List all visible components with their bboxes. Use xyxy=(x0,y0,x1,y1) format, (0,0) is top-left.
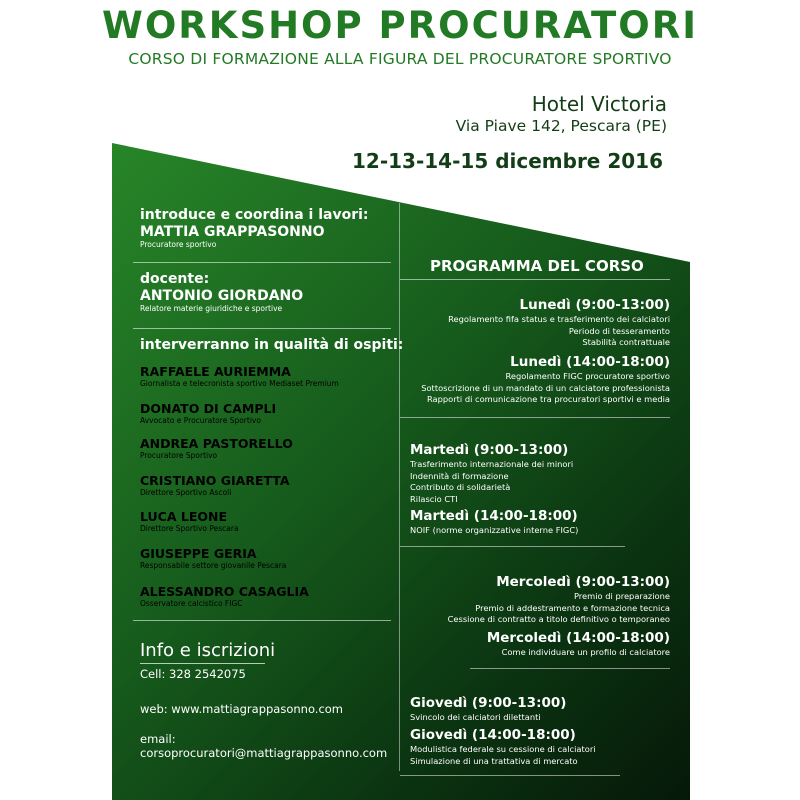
guest-item xyxy=(140,547,286,570)
program-heading: Martedì (9:00-13:00) xyxy=(410,442,569,458)
program-item: Rilascio CTI xyxy=(410,493,458,504)
program-item: Stabilità contrattuale xyxy=(582,337,670,347)
program-block xyxy=(448,297,670,349)
program-block xyxy=(487,630,670,659)
program-item: Periodo di tesseramento xyxy=(568,325,670,336)
divider xyxy=(470,668,670,669)
guest-name: RAFFAELE AURIEMMA xyxy=(140,364,291,379)
teacher-name: ANTONIO GIORDANO xyxy=(140,288,304,304)
program-item: Cessione di contratto a titolo definitivo o temporaneo xyxy=(447,614,670,624)
program-item: Regolamento fifa status e trasferimento dei calciatori xyxy=(448,314,670,324)
guest-item xyxy=(140,365,339,388)
guest-name: ANDREA PASTORELLO xyxy=(140,436,293,451)
program-heading: Mercoledì (9:00-13:00) xyxy=(496,574,670,590)
guest-item xyxy=(140,402,276,425)
divider xyxy=(133,620,391,621)
divider xyxy=(400,279,670,280)
program-heading: Giovedì (14:00-18:00) xyxy=(410,727,576,743)
venue xyxy=(456,92,667,136)
teacher-label: docente: xyxy=(140,271,210,287)
guest-name: ALESSANDRO CASAGLIA xyxy=(140,584,309,599)
program-heading: Martedì (14:00-18:00) xyxy=(410,508,578,524)
program-block xyxy=(448,574,670,626)
program-heading: Mercoledì (14:00-18:00) xyxy=(486,630,670,646)
program-heading: Lunedì (9:00-13:00) xyxy=(519,297,670,313)
guest-role: Responsabile settore giovanile Pescara xyxy=(140,561,287,570)
program-item: Sottoscrizione di un mandato di un calciatore professionista xyxy=(421,382,670,393)
program-title: PROGRAMMA DEL CORSO xyxy=(430,257,644,275)
teacher-role: Relatore materie giuridiche e sportive xyxy=(140,304,283,313)
guests-label: interverranno in qualità di ospiti: xyxy=(140,337,404,353)
poster-subtitle: CORSO DI FORMAZIONE ALLA FIGURA DEL PROCURATORE SPORTIVO xyxy=(128,50,672,68)
coordinator-role: Procuratore sportivo xyxy=(140,240,217,249)
hotel-name: Hotel Victoria xyxy=(531,92,667,116)
column-divider xyxy=(399,203,400,771)
guest-role: Direttore Sportivo Ascoli xyxy=(140,488,232,497)
program-item: Come individuare un profilo di calciatore xyxy=(501,647,670,657)
program-block xyxy=(421,354,670,406)
program-block xyxy=(410,695,566,724)
info-email[interactable]: corsoprocuratori@mattiagrappasonno.com xyxy=(140,746,388,760)
guest-item xyxy=(140,437,293,460)
divider xyxy=(400,546,625,547)
guest-item xyxy=(140,510,239,533)
divider xyxy=(133,328,391,329)
coordinator-section xyxy=(140,207,400,249)
program-item: Svincolo dei calciatori dilettanti xyxy=(410,712,541,722)
guest-name: CRISTIANO GIARETTA xyxy=(140,473,290,488)
guest-name: DONATO DI CAMPLI xyxy=(140,401,277,416)
divider xyxy=(400,775,620,776)
program-item: NOIF (norme organizzative interne FIGC) xyxy=(410,525,579,535)
coordinator-name: MATTIA GRAPPASONNO xyxy=(140,224,325,240)
program-item: Regolamento FIGC procuratore sportivo xyxy=(505,371,670,381)
coordinator-label: introduce e coordina i lavori: xyxy=(140,207,369,223)
guest-item xyxy=(140,474,290,497)
program-item: Contributo di solidarietà xyxy=(410,482,511,492)
poster-title: WORKSHOP PROCURATORI xyxy=(102,4,698,47)
guest-name: GIUSEPPE GERIA xyxy=(140,546,257,561)
program-item: Trasferimento internazionale dei minori xyxy=(410,459,574,469)
divider xyxy=(133,262,391,263)
program-item: Indennità di formazione xyxy=(410,470,509,481)
guest-role: Direttore Sportivo Pescara xyxy=(140,524,239,533)
guest-role: Procuratore Sportivo xyxy=(140,451,218,460)
guest-name: LUCA LEONE xyxy=(140,509,227,524)
program-item: Rapporti di comunicazione tra procuratori sportivi e media xyxy=(426,394,670,404)
event-dates: 12-13-14-15 dicembre 2016 xyxy=(352,149,663,173)
guest-role: Giornalista e telecronista sportivo Mediaset Premium xyxy=(140,379,339,388)
program-heading: Giovedì (9:00-13:00) xyxy=(410,695,567,711)
program-item: Modulistica federale su cessione di calciatori xyxy=(410,744,596,754)
info-title: Info e iscrizioni xyxy=(140,640,276,661)
info-email-label: email: xyxy=(140,732,176,746)
guest-role: Osservatore calcistico FIGC xyxy=(140,599,243,608)
program-item: Simulazione di una trattativa di mercato xyxy=(410,755,578,766)
hotel-address: Via Piave 142, Pescara (PE) xyxy=(455,117,667,135)
teacher-section xyxy=(140,271,400,313)
info-web[interactable]: web: www.mattiagrappasonno.com xyxy=(140,702,344,716)
program-heading: Lunedì (14:00-18:00) xyxy=(510,354,670,370)
guest-item xyxy=(140,585,309,608)
program-item: Premio di preparazione xyxy=(573,591,670,601)
program-block xyxy=(410,508,578,537)
guest-role: Avvocato e Procuratore Sportivo xyxy=(140,416,261,425)
info-underline xyxy=(140,663,265,664)
program-item: Premio di addestramento e formazione tecnica xyxy=(475,602,670,613)
divider xyxy=(400,417,670,418)
program-block xyxy=(410,442,573,505)
info-cell: Cell: 328 2542075 xyxy=(140,667,246,681)
program-block xyxy=(410,727,596,767)
